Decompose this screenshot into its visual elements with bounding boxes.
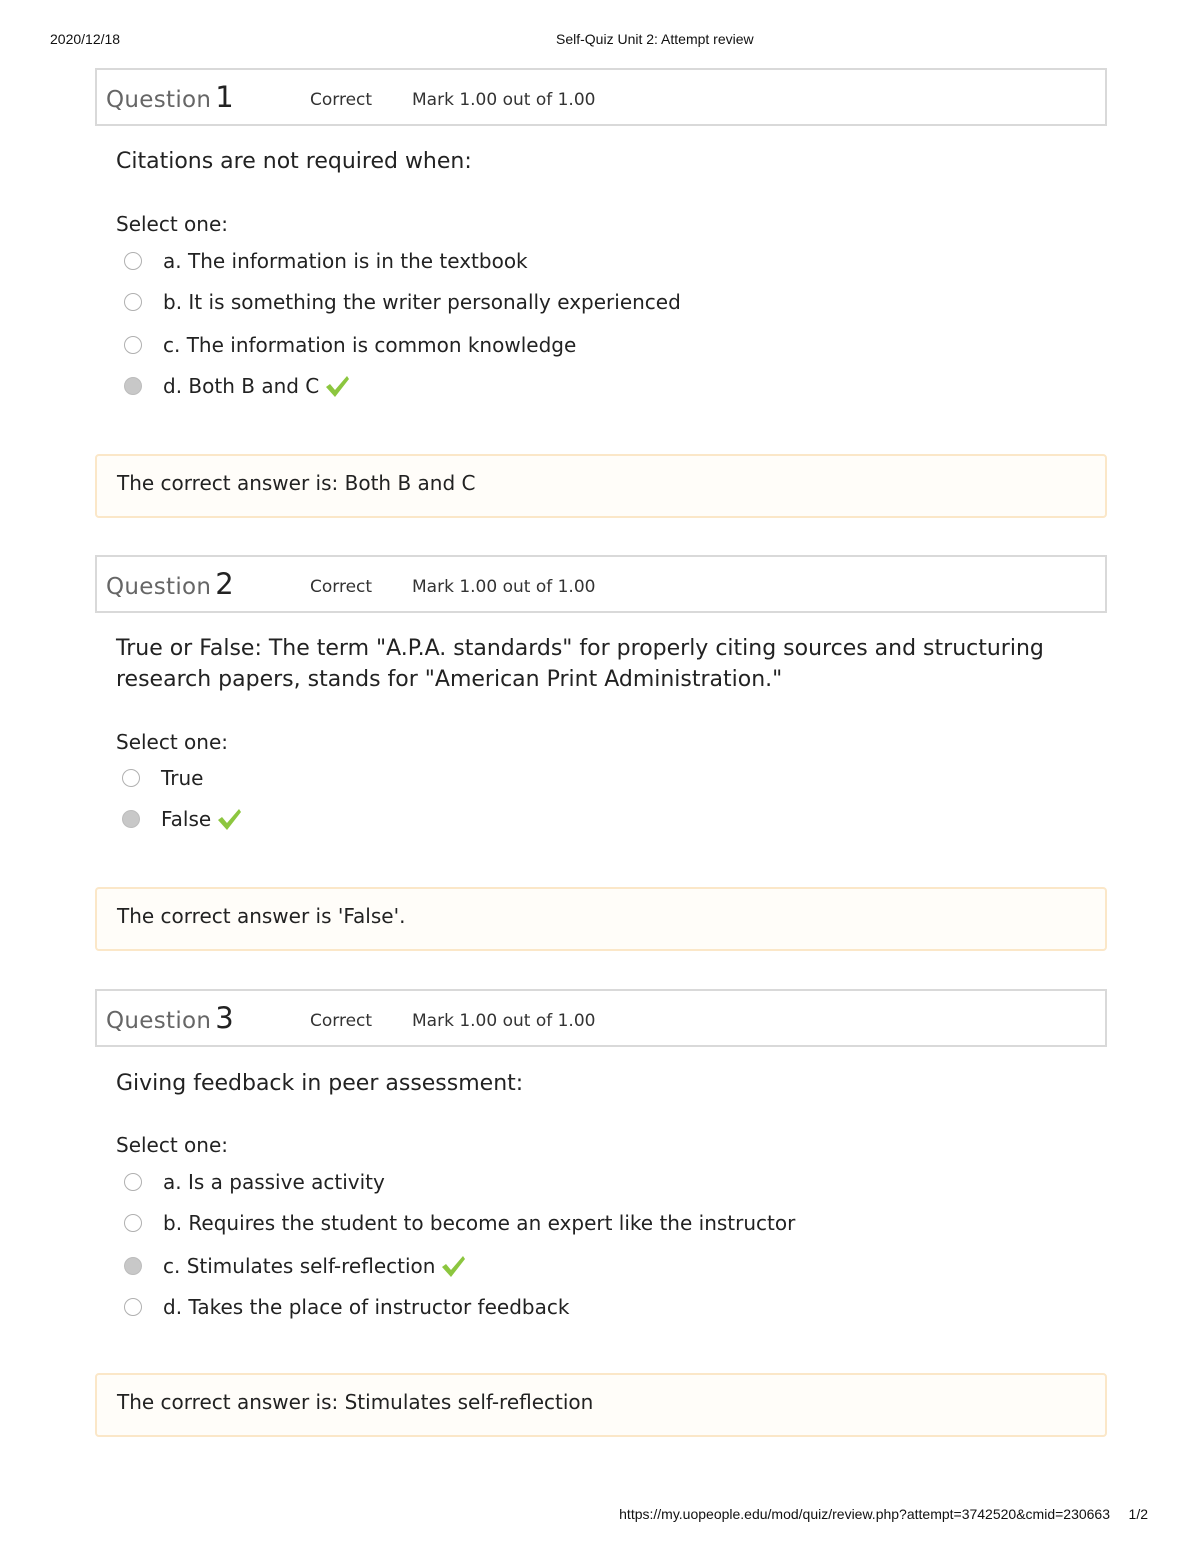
select-one-label: Select one:	[116, 212, 229, 236]
radio-button[interactable]	[124, 1214, 142, 1232]
question-state: Correct	[310, 1011, 373, 1031]
question-2-text: True or False: The term "A.P.A. standards" for properly citing sources and structuring research papers, stands for "American Print Administration."	[116, 636, 1044, 692]
question-2-option-false[interactable]	[122, 804, 242, 834]
checkmark-icon	[440, 1253, 466, 1279]
select-one-label: Select one:	[116, 730, 229, 754]
question-1-option-a[interactable]	[124, 246, 528, 276]
option-label: c. Stimulates self-reflection	[163, 1254, 436, 1278]
question-1-text: Citations are not required when:	[116, 149, 472, 174]
question-2-option-true[interactable]	[122, 763, 203, 793]
radio-button[interactable]	[124, 1173, 142, 1191]
question-3-text: Giving feedback in peer assessment:	[116, 1071, 524, 1096]
checkmark-icon	[324, 373, 350, 399]
option-label: d. Both B and C	[163, 374, 320, 398]
question-3-option-b[interactable]	[124, 1208, 795, 1238]
print-title: Self-Quiz Unit 2: Attempt review	[556, 31, 754, 47]
question-3-option-c[interactable]	[124, 1251, 466, 1281]
question-grade: Mark 1.00 out of 1.00	[412, 90, 596, 110]
correct-answer-text: The correct answer is 'False'.	[117, 904, 406, 928]
question-2-info	[95, 555, 1107, 613]
correct-answer-text: The correct answer is: Both B and C	[117, 471, 476, 495]
question-3-info	[95, 989, 1107, 1047]
question-label: Question 2	[106, 567, 235, 601]
question-state: Correct	[310, 90, 373, 110]
question-grade: Mark 1.00 out of 1.00	[412, 1011, 596, 1031]
correct-answer-text: The correct answer is: Stimulates self-reflection	[117, 1390, 594, 1414]
question-grade: Mark 1.00 out of 1.00	[412, 577, 596, 597]
option-label: c. The information is common knowledge	[163, 333, 577, 357]
option-label: b. Requires the student to become an expert like the instructor	[163, 1211, 796, 1235]
option-label: False	[161, 807, 212, 831]
radio-button[interactable]	[124, 1298, 142, 1316]
question-1-correct-answer	[95, 454, 1107, 518]
question-3-correct-answer	[95, 1373, 1107, 1437]
checkmark-icon	[216, 806, 242, 832]
question-1-option-b[interactable]	[124, 287, 681, 317]
question-label: Question 3	[106, 1001, 235, 1035]
question-1-info	[95, 68, 1107, 126]
question-label: Question 1	[106, 80, 235, 114]
question-3-option-d[interactable]	[124, 1292, 569, 1322]
question-3-option-a[interactable]	[124, 1167, 385, 1197]
radio-button[interactable]	[122, 769, 140, 787]
option-label: a. Is a passive activity	[163, 1170, 385, 1194]
print-page-number: 1/2	[1128, 1506, 1148, 1522]
option-label: b. It is something the writer personally experienced	[163, 290, 681, 314]
question-1-option-d[interactable]	[124, 371, 350, 401]
option-label: True	[161, 766, 204, 790]
print-date: 2020/12/18	[50, 31, 121, 47]
question-2-correct-answer	[95, 887, 1107, 951]
option-label: d. Takes the place of instructor feedback	[163, 1295, 570, 1319]
radio-button[interactable]	[124, 336, 142, 354]
question-number: 3	[215, 1001, 235, 1035]
question-1-option-c[interactable]	[124, 330, 576, 360]
question-state: Correct	[310, 577, 373, 597]
question-number: 1	[215, 80, 235, 114]
radio-button-selected[interactable]	[124, 1257, 142, 1275]
radio-button[interactable]	[124, 252, 142, 270]
option-label: a. The information is in the textbook	[163, 249, 528, 273]
radio-button-selected[interactable]	[122, 810, 140, 828]
radio-button-selected[interactable]	[124, 377, 142, 395]
question-number: 2	[215, 567, 235, 601]
select-one-label: Select one:	[116, 1133, 229, 1157]
print-url: https://my.uopeople.edu/mod/quiz/review.php?attempt=3742520&cmid=230663	[619, 1506, 1110, 1522]
radio-button[interactable]	[124, 293, 142, 311]
